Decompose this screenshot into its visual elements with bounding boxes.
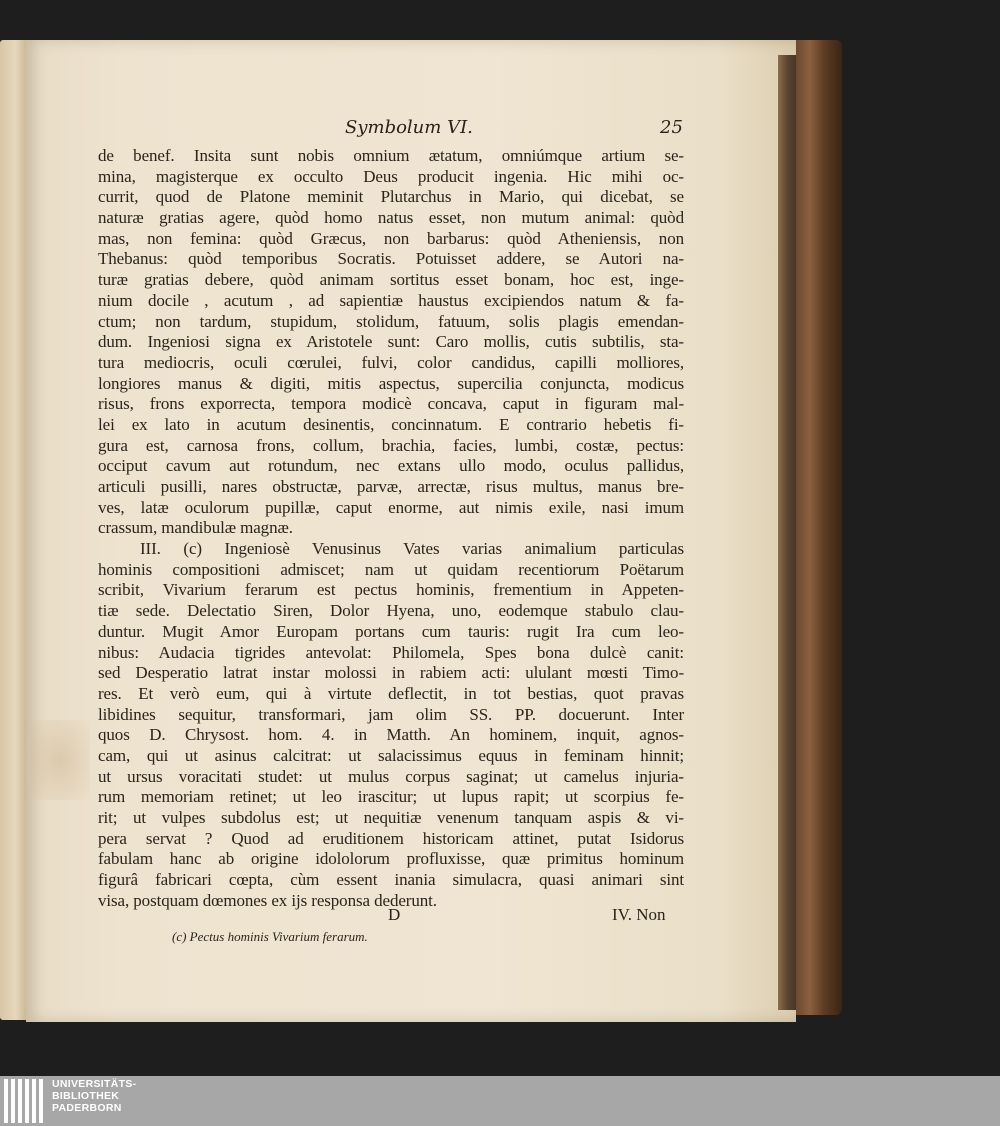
text-line: visa, postquam dœmones ex ijs responsa dederunt.: [98, 890, 437, 910]
text-line: ctum; non tardum, stupidum, stolidum, fatuum, solis plagis emendan-: [98, 311, 684, 331]
previous-page-edge: [0, 40, 26, 1020]
text-line: occiput cavum aut rotundum, nec extans ullo modo, oculus pallidus,: [98, 456, 684, 476]
text-line: mas, non femina: quòd Græcus, non barbarus: quòd Atheniensis, non: [98, 228, 684, 248]
signature-mark: D: [388, 905, 401, 924]
text-line: de benef. Insita sunt nobis omnium ætatum, omniúmque artium se-: [98, 146, 684, 165]
text-line: nium docile , acutum , ad sapientiæ haustus excipiendos natum & fa-: [98, 290, 684, 310]
text-line: quos D. Chrysost. hom. 4. in Matth. An hominem, inquit, agnos-: [98, 725, 684, 745]
text-line: rit; ut vulpes subdolus est; ut nequitiæ venenum tanquam aspis & vi-: [98, 808, 684, 827]
text-line: hominis compositioni admiscet; nam ut quidam recentiorum Poëtarum: [98, 559, 684, 579]
book-spine: [796, 40, 842, 1015]
text-line: gura est, carnosa frons, collum, brachia, facies, lumbi, costæ, pectus:: [98, 435, 684, 455]
text-line: scribit, Vivarium ferarum est pectus hominis, frementium in Appeten-: [98, 580, 684, 600]
text-line: longiores manus & digiti, mitis aspectus, supercilia conjuncta, modicus: [98, 373, 684, 393]
text-line: fabulam hanc ab origine idololorum profluxisse, quæ primitus hominum: [98, 849, 684, 869]
text-line: tiæ sede. Delectatio Siren, Dolor Hyena, uno, eodemque stabulo clau-: [98, 601, 684, 621]
text-line: ut ursus voracitati studet: ut mulus corpus saginat; ut camelus injuria-: [98, 766, 684, 786]
library-name-line3: PADERBORN: [52, 1102, 122, 1114]
body-text: [98, 146, 684, 911]
page-number: 25: [660, 117, 683, 138]
text-line: pera servat ? Quod ad eruditionem historicam attinet, putat Isidorus: [98, 828, 684, 848]
library-name-line1: UNIVERSITÄTS-: [52, 1078, 137, 1090]
catchword: IV. Non: [612, 905, 666, 924]
footnote: (c) Pectus hominis Vivarium ferarum.: [172, 929, 368, 944]
library-footer: [0, 1076, 1000, 1126]
library-logo-icon: [4, 1079, 44, 1123]
text-line: rum memoriam retinet; ut leo irascitur; ut lupus rapit; ut scorpius fe-: [98, 787, 684, 807]
text-line: articuli pusilli, nares obstructæ, parvæ, arrectæ, risus multus, manus bre-: [98, 477, 684, 496]
text-line: cam, qui ut asinus calcitrat: ut salacissimus equus in feminam hinnit;: [98, 745, 684, 765]
text-line: currit, quod de Platone meminit Plutarchus in Mario, qui dicebat, se: [98, 187, 684, 207]
text-line: Thebanus: quòd temporibus Socratis. Potuisset addere, se Autori na-: [98, 249, 684, 269]
text-line: tura mediocris, oculi cœrulei, fulvi, color candidus, capilli molliores,: [98, 352, 684, 372]
text-line: nibus: Audacia tigrides antevolat: Philomela, Spes bona dulcè canit:: [98, 642, 684, 662]
text-line: naturæ gratias agere, quòd homo natus esset, non mutum animal: quòd: [98, 208, 684, 228]
text-line: duntur. Mugit Amor Europam portans cum tauris: rugit Ira cum leo-: [98, 621, 684, 641]
text-line: lei ex lato in acutum desinentis, concinnatum. E contrario hebetis fi-: [98, 414, 684, 434]
text-line: mina, magisterque ex occulto Deus producit ingenia. Hic mihi oc-: [98, 166, 684, 186]
text-line: III. (c) Ingeniosè Venusinus Vates varias animalium particulas: [140, 539, 684, 559]
text-line: dum. Ingeniosi signa ex Aristotele sunt: Caro mollis, cutis subtilis, sta-: [98, 332, 684, 352]
text-line: res. Et verò eum, qui à virtute deflectit, in tot bestias, quot pravas: [98, 683, 684, 703]
library-name-line2: BIBLIOTHEK: [52, 1090, 120, 1102]
text-line: turæ gratias debere, quòd animam sortitus esset bonam, hoc est, inge-: [98, 270, 684, 290]
paper-stain: [30, 720, 90, 800]
text-line: figurâ fabricari cœpta, cùm essent inania simulacra, quasi animari sint: [98, 870, 684, 890]
text-line: ves, latæ oculorum pupillæ, caput enorme, aut nimis exile, nasi imum: [98, 497, 684, 517]
text-line: crassum, mandibulæ magnæ.: [98, 518, 293, 538]
running-head: Symbolum VI.: [345, 117, 473, 138]
text-line: sed Desperatio latrat instar molossi in rabiem acti: ululant mœsti Timo-: [98, 663, 684, 683]
text-line: libidines sequitur, transformari, jam olim SS. PP. docuerunt. Inter: [98, 704, 684, 724]
text-line: risus, frons exporrecta, tempora modicè concava, caput in figuram mal-: [98, 394, 684, 414]
